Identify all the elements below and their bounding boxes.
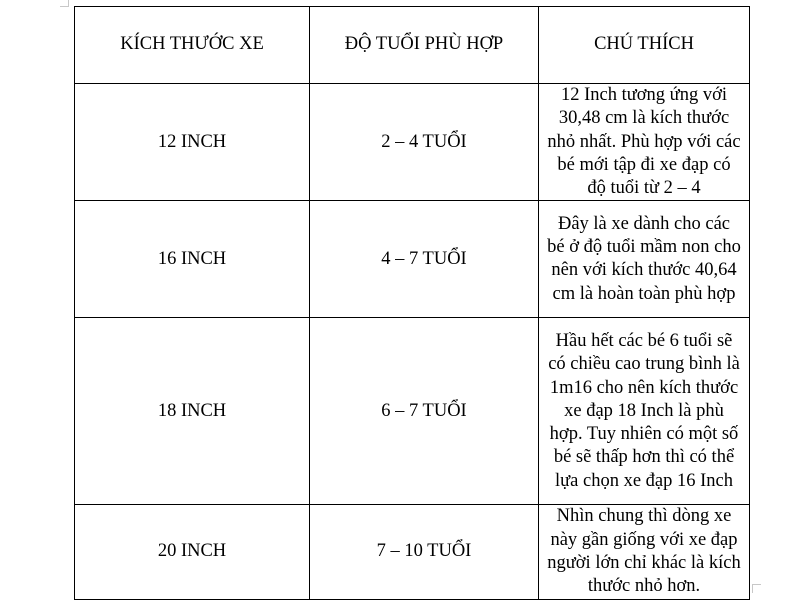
table-row	[75, 201, 750, 318]
table-row	[75, 84, 750, 201]
page-corner-mark	[60, 0, 69, 7]
cell-bike-size: 18 INCH	[75, 318, 310, 505]
table-row	[75, 505, 750, 599]
cell-suitable-age: 7 – 10 TUỔI	[310, 505, 539, 599]
cell-note: Nhìn chung thì dòng xe này gần giống với xe đạp người lớn chỉ khác là kích thước nhỏ hơn.	[539, 505, 750, 599]
cell-note: 12 Inch tương ứng với 30,48 cm là kích thước nhỏ nhất. Phù hợp với các bé mới tập đi xe đạp có độ tuổi từ 2 – 4	[539, 84, 750, 201]
page-corner-mark	[752, 584, 761, 593]
cell-bike-size: 20 INCH	[75, 505, 310, 599]
cell-suitable-age: 4 – 7 TUỔI	[310, 201, 539, 318]
cell-note: Đây là xe dành cho các bé ở độ tuổi mầm non cho nên với kích thước 40,64 cm là hoàn toàn phù hợp	[539, 201, 750, 318]
bike-size-table	[74, 6, 750, 600]
header-note: CHÚ THÍCH	[539, 7, 750, 84]
cell-bike-size: 12 INCH	[75, 84, 310, 201]
cell-suitable-age: 6 – 7 TUỔI	[310, 318, 539, 505]
cell-note: Hầu hết các bé 6 tuổi sẽ có chiều cao trung bình là 1m16 cho nên kích thước xe đạp 18 Inch là phù hợp. Tuy nhiên có một số bé sẽ thấp hơn thì có thể lựa chọn xe đạp 16 Inch	[539, 318, 750, 505]
cell-suitable-age: 2 – 4 TUỔI	[310, 84, 539, 201]
table-row	[75, 318, 750, 505]
table-header-row	[75, 7, 750, 84]
cell-bike-size: 16 INCH	[75, 201, 310, 318]
header-suitable-age: ĐỘ TUỔI PHÙ HỢP	[310, 7, 539, 84]
header-bike-size: KÍCH THƯỚC XE	[75, 7, 310, 84]
